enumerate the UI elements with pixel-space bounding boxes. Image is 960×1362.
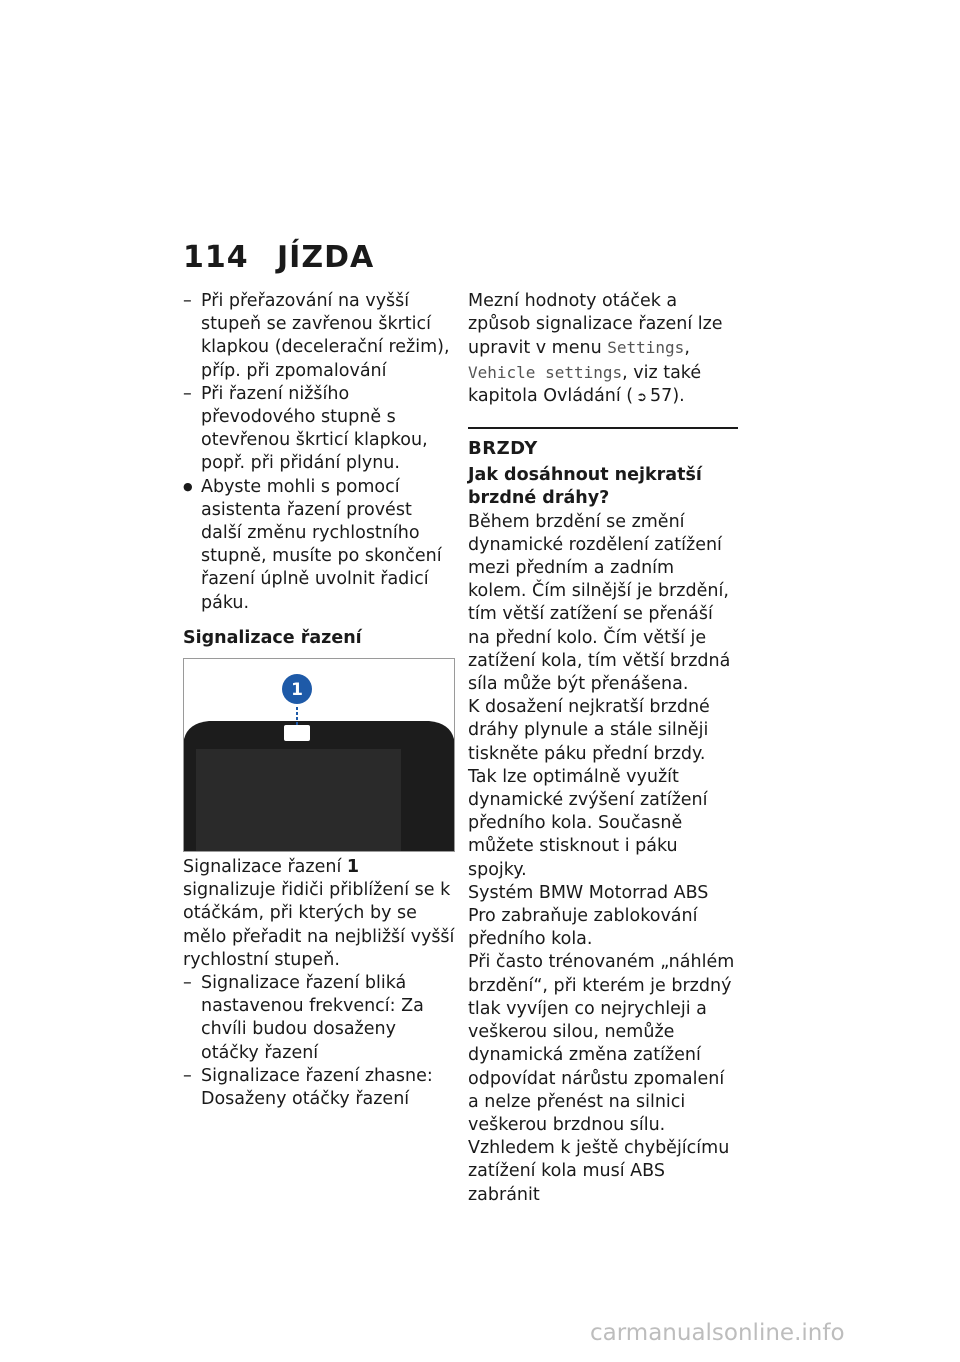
figure-caption: Signalizace řazení 1 signalizuje řidiči přiblížení se k otáčkám, při kterých by se mělo přeřadit na nejbližší vyšší rychlostní stupeň. [183,857,455,970]
page-number: 114 [183,240,249,275]
shift-light-indicator [284,725,310,741]
list-item [183,290,455,383]
dash-marker [183,972,192,995]
right-column [468,290,738,1207]
paragraph: Systém BMW Motorrad ABS Pro zabraňuje zablokování předního kola. [468,882,709,950]
caption-ref: 1 [346,857,360,878]
paragraph: Při často trénovaném „náhlém brzdění“, při kterém je brzdný tlak vyvíjen co nejrychleji a veškerou silou, nemůže dynamická změna zatížení odpovídat nárůstu zpomalení a nelze přenést na silnici veškerou brzdnou sílu. Vzhledem k ještě chybějícímu zatížení kola musí ABS zabránit [468,952,735,1205]
page-header [183,240,374,275]
bullet-marker [183,476,193,500]
list-item-text: Signalizace řazení zhasne: Dosaženy otáčky řazení [201,1065,433,1110]
intro-paragraph: Mezní hodnoty otáček a způsob signalizace řazení lze upravit v menu Settings, Vehicle settings, viz také kapitola Ovládání ( ➲ 57). [468,290,738,409]
chapter-title: JÍZDA [277,240,375,275]
section-title-brakes: BRZDY [468,427,738,460]
callout-number: 1 [291,680,303,701]
page-reference: 57 [650,385,673,406]
list-item [183,383,455,476]
arrow-right-icon: ➲ [636,389,648,405]
list-item [183,972,455,1065]
dash-marker [183,290,192,313]
display-screen [196,749,401,851]
watermark: carmanualsonline.info [590,1320,845,1346]
list-item-text: Při přeřazování na vyšší stupeň se zavřenou škrticí klapkou (decelerační režim), příp. při zpomalování [201,291,450,381]
dash-marker [183,383,192,406]
paragraph: Během brzdění se změní dynamické rozdělení zatížení mezi předním a zadním kolem. Čím silnější je brzdění, tím větší zatížení se přenáší na přední kolo. Čím větší je zatížení kola, tím větší brzdná síla může být přenášena. [468,511,731,695]
display-illustration [184,659,454,851]
paragraph: K dosažení nejkratší brzdné dráhy plynule a stále silněji tiskněte páku přední brzdy. Tak lze optimálně využít dynamické zvýšení zatížení předního kola. Současně můžete stisknout i páku spojky. [468,697,710,880]
list-item [183,476,455,615]
subheading-braking-distance: Jak dosáhnout nejkratší brzdné dráhy? [468,465,702,509]
left-column [183,290,455,1111]
shift-light-figure [183,658,455,852]
list-item [183,1065,455,1111]
subheading-shift-signal: Signalizace řazení [183,627,362,648]
dash-marker [183,1065,192,1088]
menu-vehicle-settings: Vehicle settings [468,362,623,382]
list-item-text: Signalizace řazení bliká nastavenou frekvencí: Za chvíli budou dosaženy otáčky řazení [201,973,424,1063]
menu-settings: Settings [607,338,685,358]
list-item-text: Při řazení nižšího převodového stupně s otevřenou škrticí klapkou, popř. při přidání plynu. [201,383,428,474]
list-item-text: Abyste mohli s pomocí asistenta řazení provést další změnu rychlostního stupně, musíte po skončení řazení úplně uvolnit řadicí páku. [201,476,442,613]
